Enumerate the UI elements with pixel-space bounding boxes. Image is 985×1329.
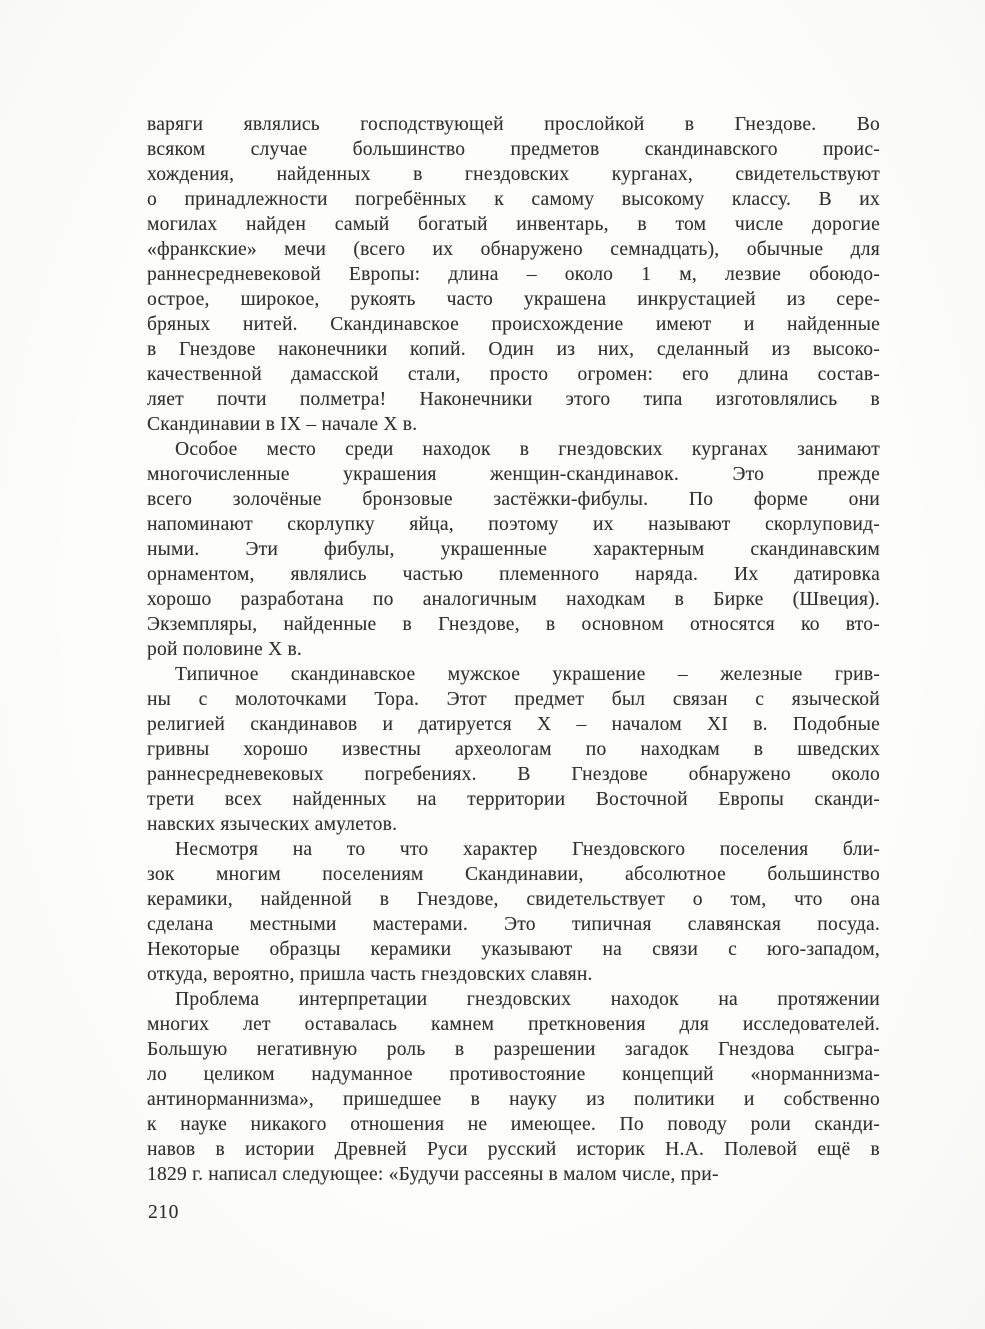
- text-line: хождения, найденных в гнездовских курганах, свидетельствуют: [147, 164, 880, 185]
- text-line: гривны хорошо известны археологам по находкам в шведских: [147, 739, 880, 760]
- text-line: всего золочёные бронзовые застёжки-фибулы. По форме они: [147, 489, 880, 510]
- text-line: Некоторые образцы керамики указывают на связи с юго-западом,: [147, 939, 880, 960]
- text-line: зок многим поселениям Скандинавии, абсолютное большинство: [147, 864, 880, 885]
- text-line: Особое место среди находок в гнездовских курганах занимают: [175, 439, 880, 460]
- text-line: бряных нитей. Скандинавское происхождение имеют и найденные: [147, 314, 880, 335]
- text-line: напоминают скорлупку яйца, поэтому их называют скорлуповид-: [147, 514, 880, 535]
- text-line: орнаментом, являлись частью племенного наряда. Их датировка: [147, 564, 880, 585]
- paragraph: [147, 662, 880, 837]
- text-line: Типичное скандинавское мужское украшение – железные грив-: [175, 664, 880, 685]
- text-line: Скандинавии в IX – начале X в.: [147, 414, 418, 435]
- text-line: трети всех найденных на территории Восточной Европы сканди-: [147, 789, 880, 810]
- paragraph: [147, 437, 880, 662]
- page-number: 210: [148, 1202, 179, 1223]
- text-line: острое, широкое, рукоять часто украшена инкрустацией из сере-: [147, 289, 880, 310]
- text-line: навских языческих амулетов.: [147, 814, 398, 835]
- text-line: сделана местными мастерами. Это типичная славянская посуда.: [147, 914, 880, 935]
- text-line: раннесредневековой Европы: длина – около 1 м, лезвие обоюдо-: [147, 264, 880, 285]
- text-line: откуда, вероятно, пришла часть гнездовских славян.: [147, 964, 593, 985]
- text-line: ло целиком надуманное противостояние концепций «норманнизма-: [147, 1064, 880, 1085]
- text-line: антинорманнизма», пришедшее в науку из политики и собственно: [147, 1089, 880, 1110]
- text-line: хорошо разработана по аналогичным находкам в Бирке (Швеция).: [147, 589, 880, 610]
- text-line: керамики, найденной в Гнездове, свидетельствует о том, что она: [147, 889, 880, 910]
- text-line: всяком случае большинство предметов скандинавского проис-: [147, 139, 880, 160]
- paragraph: [147, 987, 880, 1187]
- text-line: ными. Эти фибулы, украшенные характерным скандинавским: [147, 539, 880, 560]
- text-line: многочисленные украшения женщин-скандинавок. Это прежде: [147, 464, 880, 485]
- text-line: «франкские» мечи (всего их обнаружено семнадцать), обычные для: [147, 239, 880, 260]
- text-line: рой половине X в.: [147, 639, 302, 660]
- paragraph: [147, 837, 880, 987]
- text-line: Несмотря на то что характер Гнездовского поселения бли-: [175, 839, 880, 860]
- text-line: в Гнездове наконечники копий. Один из них, сделанный из высоко-: [147, 339, 880, 360]
- text-line: Большую негативную роль в разрешении загадок Гнездова сыгра-: [147, 1039, 880, 1060]
- text-line: 1829 г. написал следующее: «Будучи рассеяны в малом числе, при-: [147, 1164, 719, 1185]
- text-block: [147, 112, 880, 1187]
- text-line: к науке никакого отношения не имеющее. По поводу роли сканди-: [147, 1114, 880, 1135]
- text-line: религией скандинавов и датируется X – началом XI в. Подобные: [147, 714, 880, 735]
- paragraph: [147, 112, 880, 437]
- text-line: Экземпляры, найденные в Гнездове, в основном относятся ко вто-: [147, 614, 880, 635]
- text-line: качественной дамасской стали, просто огромен: его длина состав-: [147, 364, 880, 385]
- text-line: варяги являлись господствующей прослойкой в Гнездове. Во: [147, 114, 880, 135]
- text-line: могилах найден самый богатый инвентарь, в том числе дорогие: [147, 214, 880, 235]
- text-line: о принадлежности погребённых к самому высокому классу. В их: [147, 189, 880, 210]
- text-line: ляет почти полметра! Наконечники этого типа изготовлялись в: [147, 389, 880, 410]
- text-line: многих лет оставалась камнем преткновения для исследователей.: [147, 1014, 880, 1035]
- text-line: ны с молоточками Тора. Этот предмет был связан с языческой: [147, 689, 880, 710]
- text-line: Проблема интерпретации гнездовских находок на протяжении: [175, 989, 880, 1010]
- text-line: навов в истории Древней Руси русский историк Н.А. Полевой ещё в: [147, 1139, 880, 1160]
- text-line: раннесредневековых погребениях. В Гнездове обнаружено около: [147, 764, 880, 785]
